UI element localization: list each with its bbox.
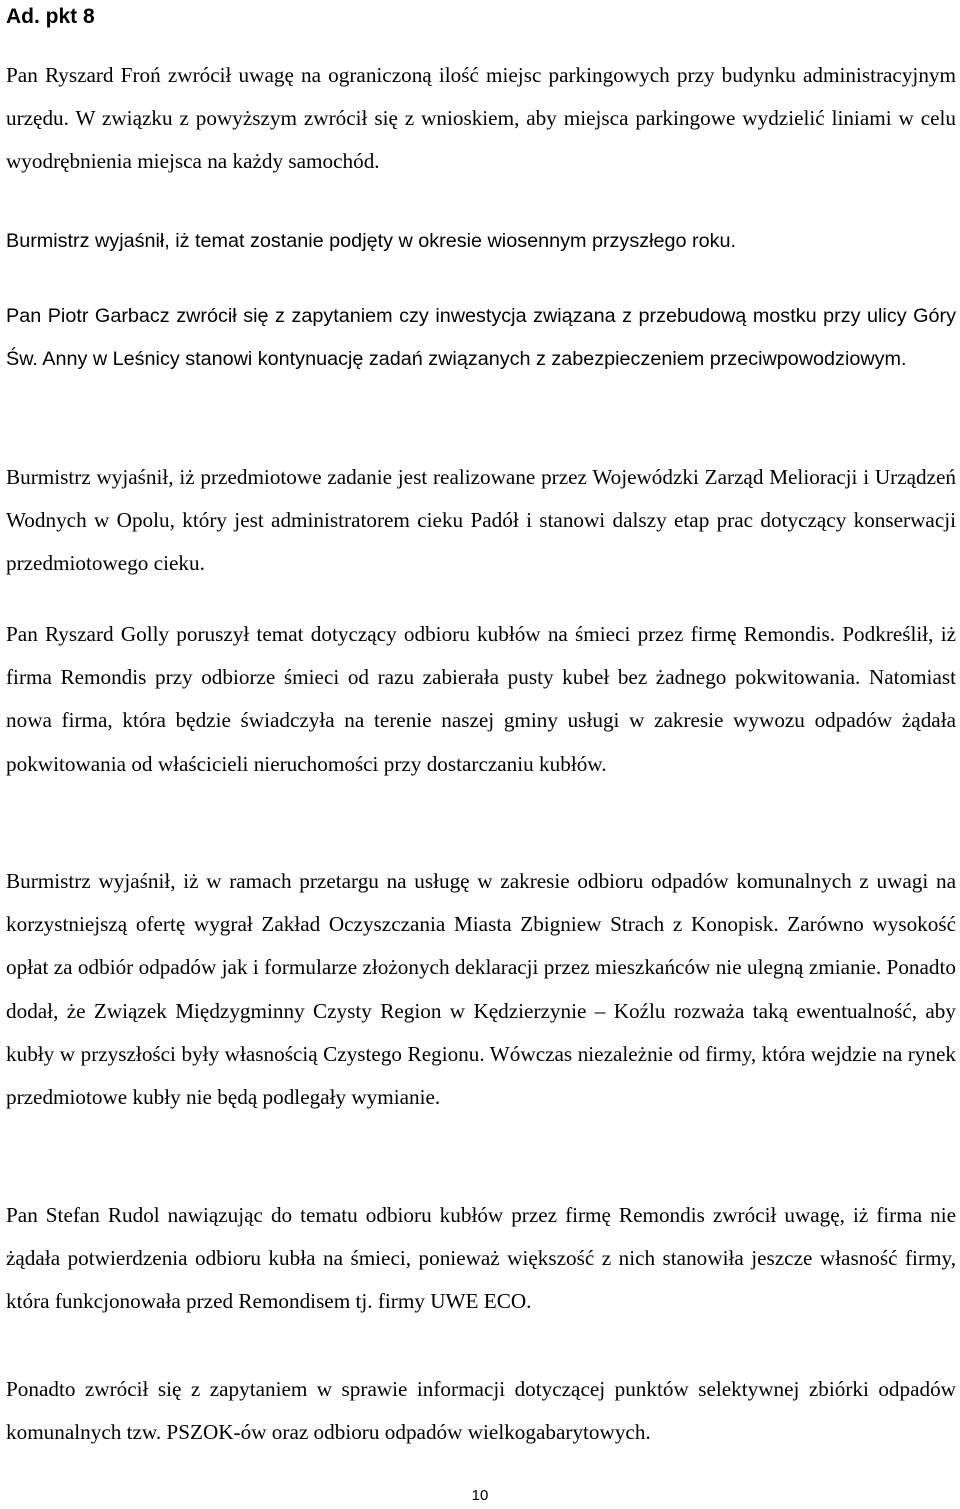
paragraph-parking: Pan Ryszard Froń zwrócił uwagę na ograniczoną ilość miejsc parkingowych przy budynku administracyjnym urzędu. W związku z powyższym zwrócił się z wnioskiem, aby miejsca parkingowe wydzielić liniami w celu wyodrębnienia miejsca na każdy samochód. [6,63,956,174]
paragraph-mayor-reply-waste: Burmistrz wyjaśnił, iż w ramach przetargu na usługę w zakresie odbioru odpadów komunalnych z uwagi na korzystniejszą ofertę wygrał Zakład Oczyszczania Miasta Zbigniew Strach z Konopisk. Zarówno wysokość opłat za odbiór odpadów jak i formularze złożonych deklaracji przez mieszkańców nie ulegną zmianie. Ponadto dodał, że Związek Międzygminny Czysty Region w Kędzierzynie – Koźlu rozważa taką ewentualność, aby kubły w przyszłości były własnością Czystego Regionu. Wówczas niezależnie od firmy, która wejdzie na rynek przedmiotowe kubły nie będą podlegały wymianie. [6,869,956,1110]
paragraph-mayor-reply-parking: Burmistrz wyjaśnił, iż temat zostanie podjęty w okresie wiosennym przyszłego roku. [6,230,736,252]
paragraph-mayor-reply-bridge: Burmistrz wyjaśnił, iż przedmiotowe zadanie jest realizowane przez Wojewódzki Zarząd Melioracji i Urządzeń Wodnych w Opolu, który jest administratorem cieku Padół i stanowi dalszy etap prac dotyczący konserwacji przedmiotowego cieku. [6,465,956,576]
section-heading: Ad. pkt 8 [6,5,95,28]
paragraph-pszok-question: Ponadto zwrócił się z zapytaniem w sprawie informacji dotyczącej punktów selektywnej zbiórki odpadów komunalnych tzw. PSZOK-ów oraz odbioru odpadów wielkogabarytowych. [6,1377,956,1445]
paragraph-bins-remondis: Pan Ryszard Golly poruszył temat dotyczący odbioru kubłów na śmieci przez firmę Remondis. Podkreślił, iż firma Remondis przy odbiorze śmieci od razu zabierała pusty kubeł bez żadnego pokwitowania. Natomiast nowa firma, która będzie świadczyła na terenie naszej gminy usługi w zakresie wywozu odpadów żądała pokwitowania od właścicieli nieruchomości przy dostarczaniu kubłów. [6,622,956,776]
page-number: 10 [471,1487,489,1504]
paragraph-rudol-remark: Pan Stefan Rudol nawiązując do tematu odbioru kubłów przez firmę Remondis zwrócił uwagę, iż firma nie żądała potwierdzenia odbioru kubła na śmieci, ponieważ większość z nich stanowiła jeszcze własność firmy, która funkcjonowała przed Remondisem tj. firmy UWE ECO. [6,1203,956,1314]
paragraph-bridge-question: Pan Piotr Garbacz zwrócił się z zapytaniem czy inwestycja związana z przebudową mostku przy ulicy Góry Św. Anny w Leśnicy stanowi kontynuację zadań związanych z zabezpieczeniem przeciwpowodziowym. [6,305,956,371]
